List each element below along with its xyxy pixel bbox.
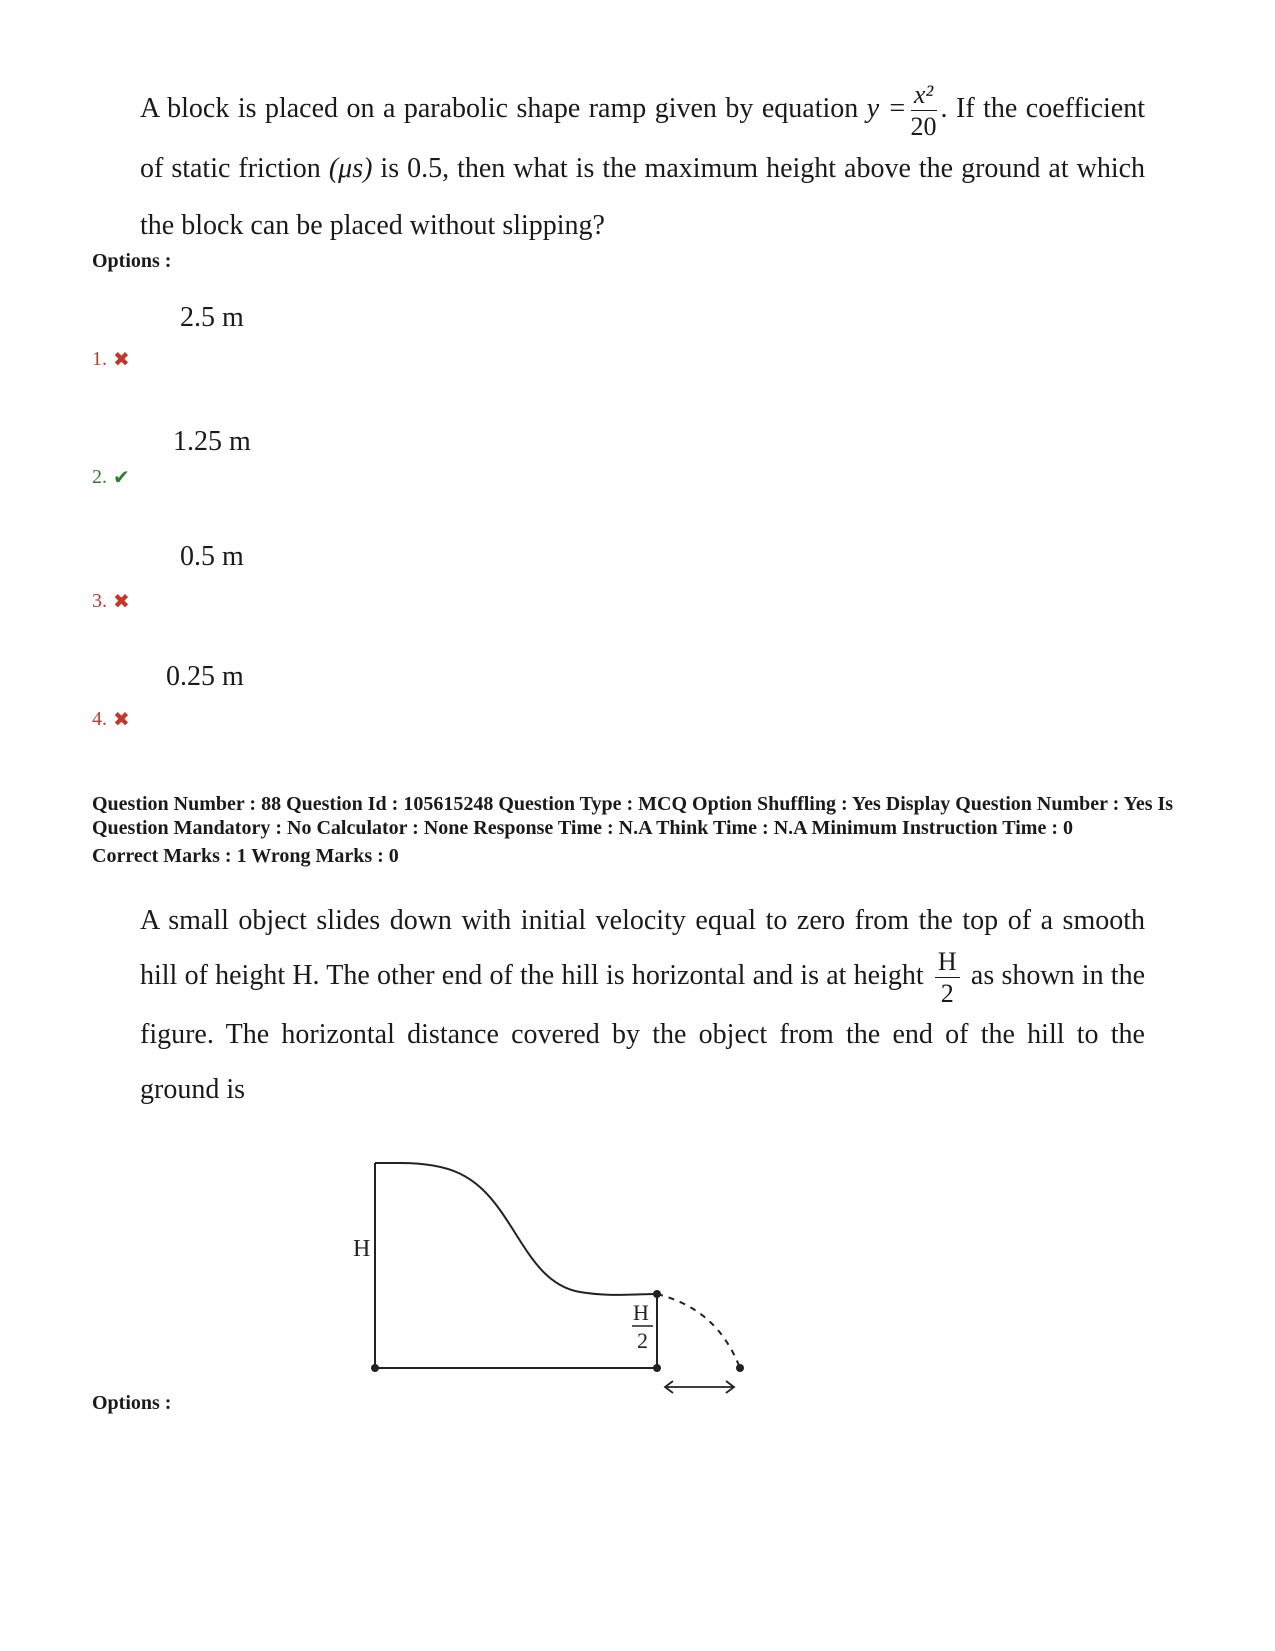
hill-end-point [653, 1290, 661, 1298]
trajectory-dashed [657, 1294, 740, 1368]
cross-icon: ✖ [113, 590, 130, 613]
equation-denominator: 20 [910, 111, 937, 141]
options-heading-2: Options : [92, 1392, 172, 1414]
height-fraction: $\frac{H}{2}$ [935, 949, 960, 1007]
option-4[interactable]: 4. ✖ [92, 708, 130, 731]
marks-meta: Correct Marks : 1 Wrong Marks : 0 [92, 845, 399, 867]
cross-icon: ✖ [113, 348, 130, 371]
label-half-num: H [633, 1300, 649, 1325]
landing-point [736, 1364, 744, 1372]
label-half-den: 2 [637, 1328, 648, 1353]
mu-symbol: (μs) [328, 152, 373, 184]
ground-point-left [371, 1364, 379, 1372]
option-2-value[interactable]: 1.25 m [173, 426, 251, 457]
option-3-value[interactable]: 0.5 m [180, 541, 244, 572]
question-2-text: A small object slides down with initial velocity equal to zero from the top of a smooth hill of height H. The other end of the hill is horizontal and is at height $\frac{H}{2}$ as shown in the figure. The horizontal distance covered by the object from the end of the hill to the ground is [140, 905, 1146, 1105]
option-1-value[interactable]: 2.5 m [180, 302, 244, 333]
check-icon: ✔ [113, 466, 130, 489]
option-3[interactable]: 3. ✖ [92, 590, 130, 613]
equation-numerator: x² [913, 79, 934, 109]
hill-outline [375, 1163, 657, 1368]
hill-figure [330, 1150, 760, 1420]
ground-point-mid [653, 1364, 661, 1372]
equation-fraction [910, 79, 937, 141]
cross-icon: ✖ [113, 708, 130, 731]
question-meta: Question Number : 88 Question Id : 105615248 Question Type : MCQ Option Shuffling : Yes Display Question Number : Yes Is Question Mandatory : No Calculator : None Response Time : N.A Think Time : N.A Minimum Instruction Time : 0 [92, 793, 1174, 839]
hill-curve [375, 1163, 657, 1295]
option-2[interactable]: 2. ✔ [92, 466, 130, 489]
option-1[interactable]: 1. ✖ [92, 348, 130, 371]
label-h: H [353, 1236, 371, 1262]
options-heading-1: Options : [92, 250, 172, 272]
equation-y: y = [866, 93, 907, 124]
question-1-text: A block is placed on a parabolic shape ramp given by equation y = $\frac{\text{x²}}{20}$ . If the coefficient of static friction (μs) is 0.5, then what is the maximum height above the ground at which the block can be placed without slipping? [140, 79, 1146, 241]
option-4-value[interactable]: 0.25 m [166, 661, 244, 692]
